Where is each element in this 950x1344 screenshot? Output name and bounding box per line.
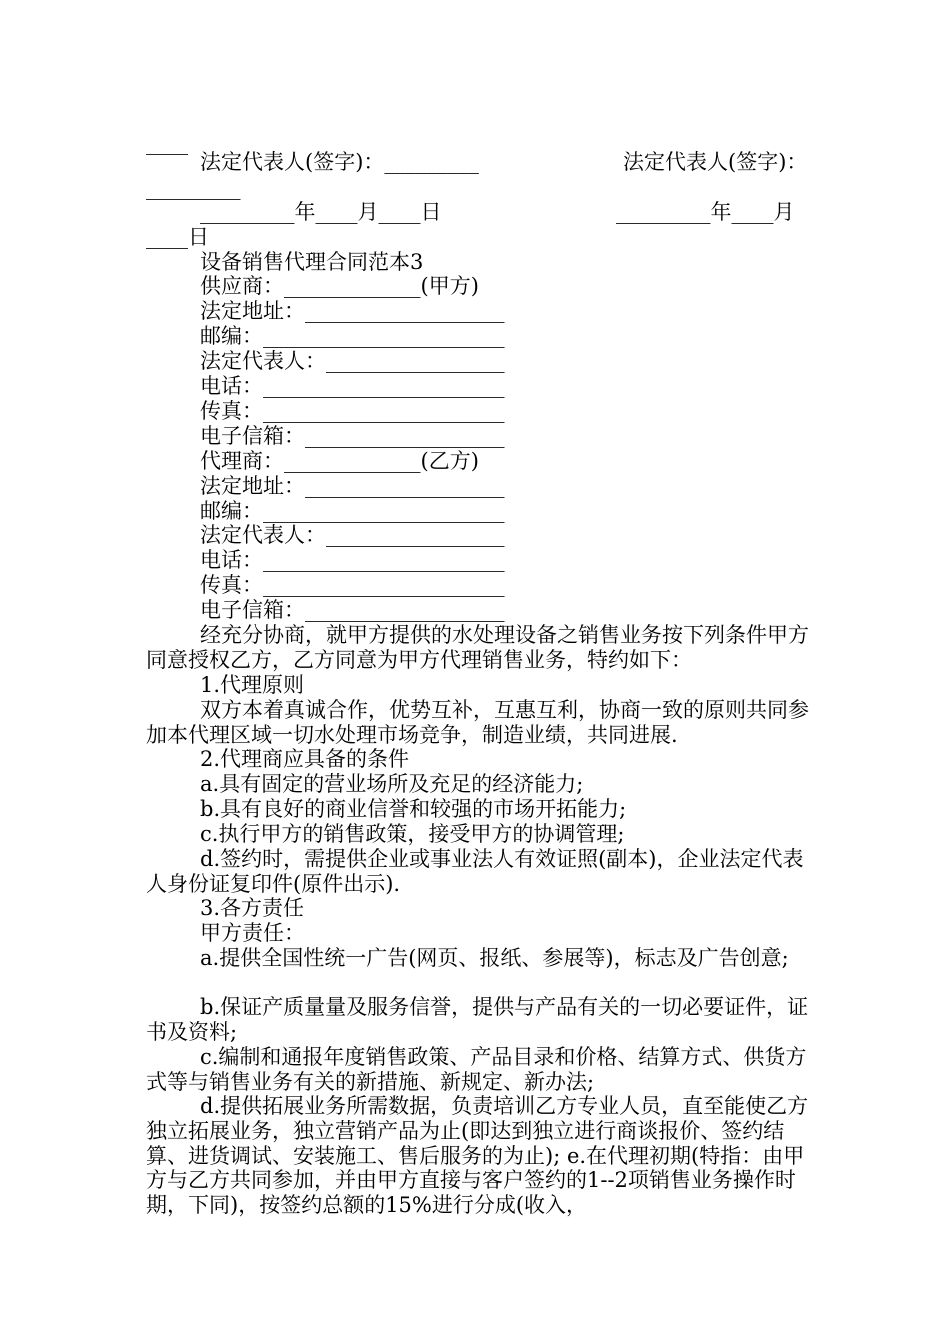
contract-title: 设备销售代理合同范本3	[200, 250, 424, 274]
responsibility-c: c.编制和通报年度销售政策、产品目录和价格、结算方式、供货方式等与销售业务有关的新措施、新规定、新办法;	[146, 1045, 807, 1094]
signature-left-representative: 法定代表人(签字)：_________	[200, 150, 479, 174]
signature-left-date: _________年____月____日	[200, 200, 442, 224]
supplier-representative-line: 法定代表人：_________________	[200, 349, 505, 373]
intro-paragraph: 经充分协商，就甲方提供的水处理设备之销售业务按下列条件甲方同意授权乙方，乙方同意为甲方代理销售业务，特约如下：	[146, 623, 809, 672]
party-a-responsibility-heading: 甲方责任：	[200, 921, 305, 945]
section-2-heading: 2.代理商应具备的条件	[200, 747, 410, 771]
signature-top-rule: ____	[146, 131, 188, 155]
signature-right-date-day: ____日	[146, 225, 209, 249]
signature-right-representative: 法定代表人(签字)：	[623, 150, 808, 174]
condition-b: b.具有良好的商业信誉和较强的市场开拓能力;	[200, 797, 627, 821]
responsibility-a: a.提供全国性统一广告(网页、报纸、参展等)，标志及广告创意;	[200, 946, 789, 970]
responsibility-d: d.提供拓展业务所需数据，负责培训乙方专业人员，直至能使乙方独立拓展业务，独立营销产品为止(即达到独立进行商谈报价、签约结算、进货调试、安装施工、售后服务的为止); e.在代理初期(特指：由甲方与乙方共同参加，并由甲方直接与客户签约的1--2项销售业务操作时期，下同)，按签约总额的15%进行分成(收入，	[146, 1094, 809, 1218]
agent-party-line: 代理商：_____________(乙方)	[200, 449, 479, 473]
agent-phone-line: 电话：_______________________	[200, 548, 505, 572]
agent-fax-line: 传真：_______________________	[200, 573, 505, 597]
supplier-address-line: 法定地址：___________________	[200, 299, 505, 323]
supplier-postcode-line: 邮编：_______________________	[200, 324, 505, 348]
supplier-fax-line: 传真：_______________________	[200, 399, 505, 423]
agent-email-line: 电子信箱：___________________	[200, 598, 505, 622]
section-3-heading: 3.各方责任	[200, 896, 305, 920]
section-1-paragraph: 双方本着真诚合作，优势互补，互惠互利，协商一致的原则共同参加本代理区域一切水处理市场竞争，制造业绩，共同进展.	[146, 698, 809, 747]
agent-postcode-line: 邮编：_______________________	[200, 499, 505, 523]
section-1-heading: 1.代理原则	[200, 673, 305, 697]
agent-address-line: 法定地址：___________________	[200, 474, 505, 498]
responsibility-b: b.保证产质量量及服务信誉，提供与产品有关的一切必要证件，证书及资料;	[146, 995, 809, 1044]
supplier-email-line: 电子信箱：___________________	[200, 424, 505, 448]
supplier-party-line: 供应商：_____________(甲方)	[200, 274, 479, 298]
condition-d: d.签约时，需提供企业或事业法人有效证照(副本)，企业法定代表人身份证复印件(原件出示).	[146, 847, 804, 896]
signature-right-date: _________年____月	[616, 200, 795, 224]
supplier-phone-line: 电话：_______________________	[200, 374, 505, 398]
condition-a: a.具有固定的营业场所及充足的经济能力;	[200, 772, 584, 796]
agent-representative-line: 法定代表人：_________________	[200, 523, 505, 547]
signature-right-representative-line: _________	[146, 176, 241, 200]
condition-c: c.执行甲方的销售政策，接受甲方的协调管理;	[200, 822, 625, 846]
